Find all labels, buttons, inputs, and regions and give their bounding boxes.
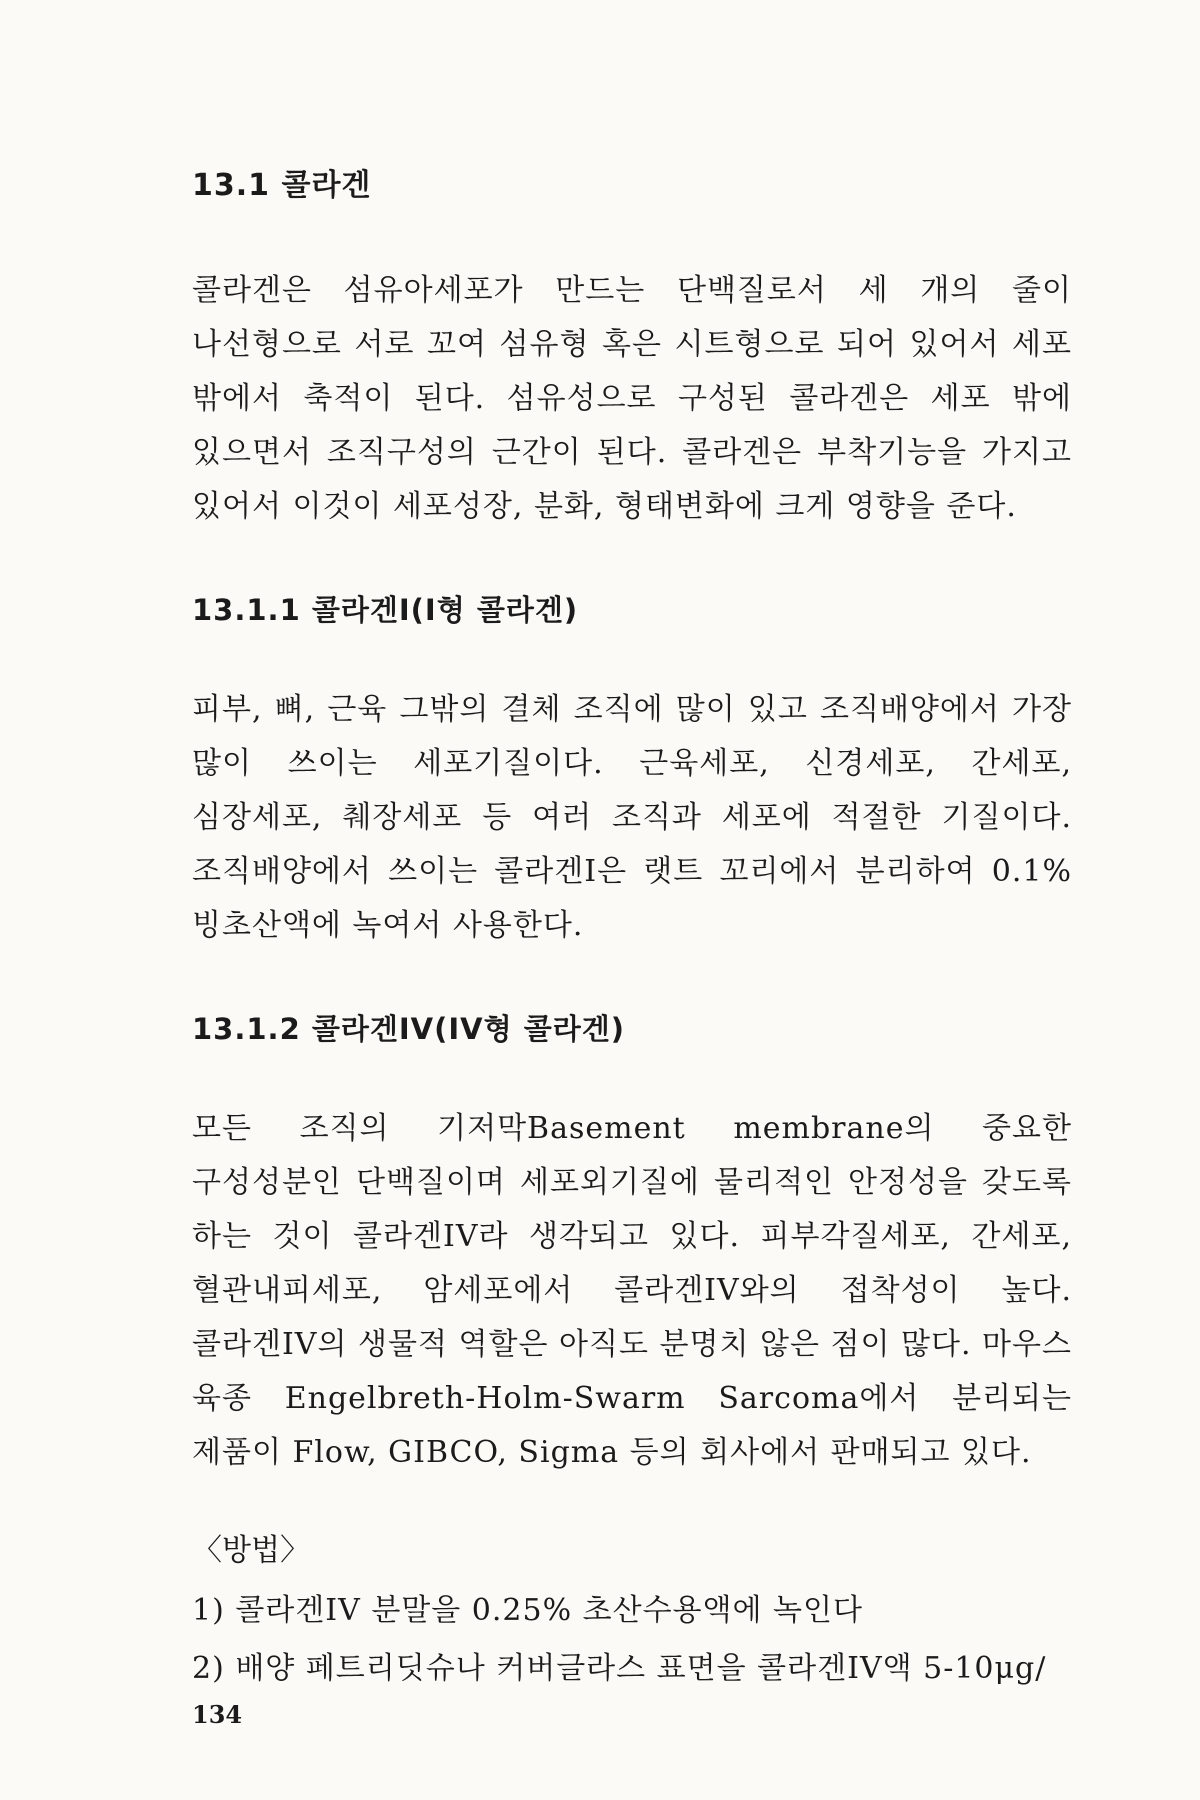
subsection-heading-collagen-1: 13.1.1 콜라겐I(I형 콜라겐): [192, 593, 579, 627]
subsection-paragraph-collagen-1: 피부, 뼈, 근육 그밖의 결체 조직에 많이 있고 조직배양에서 가장 많이 쓰이는 세포기질이다. 근육세포, 신경세포, 간세포, 심장세포, 췌장세포 등 여러 조직과 세포에 적절한 기질이다. 조직배양에서 쓰이는 콜라겐I은 랫트 꼬리에서 분리하여 0.1% 빙초산액에 녹여서 사용한다.: [192, 692, 1072, 943]
subsection-paragraph-collagen-4: 모든 조직의 기저막Basement membrane의 중요한 구성성분인 단백질이며 세포외기질에 물리적인 안정성을 갖도록 하는 것이 콜라겐IV라 생각되고 있다. 피부각질세포, 간세포, 혈관내피세포, 암세포에서 콜라겐IV와의 접착성이 높다. 콜라겐IV의 생물적 역할은 아직도 분명치 않은 점이 많다. 마우스 육종 Engelbreth-Holm-Swarm Sarcoma에서 분리되는 제품이 Flow, GIBCO, Sigma 등의 회사에서 판매되고 있다.: [192, 1111, 1072, 1470]
subsection-heading-collagen-4: 13.1.2 콜라겐IV(IV형 콜라겐): [192, 1012, 626, 1046]
method-step: 1) 콜라겐IV 분말을 0.25% 초산수용액에 녹인다: [192, 1593, 863, 1628]
method-step: 2) 배양 페트리딧슈나 커버글라스 표면을 콜라겐IV액 5-10μg/: [192, 1651, 1047, 1686]
section-heading: 13.1 콜라겐: [192, 168, 372, 203]
page-content: [192, 160, 1072, 1698]
method-heading: 〈방법〉: [192, 1533, 310, 1568]
page-number: 134: [192, 1700, 243, 1729]
section-intro-paragraph: 콜라겐은 섬유아세포가 만드는 단백질로서 세 개의 줄이 나선형으로 서로 꼬여 섬유형 혹은 시트형으로 되어 있어서 세포 밖에서 축적이 된다. 섬유성으로 구성된 콜라겐은 세포 밖에 있으면서 조직구성의 근간이 된다. 콜라겐은 부착기능을 가지고 있어서 이것이 세포성장, 분화, 형태변화에 크게 영향을 준다.: [192, 273, 1072, 524]
method-steps-list: [192, 1582, 1072, 1698]
